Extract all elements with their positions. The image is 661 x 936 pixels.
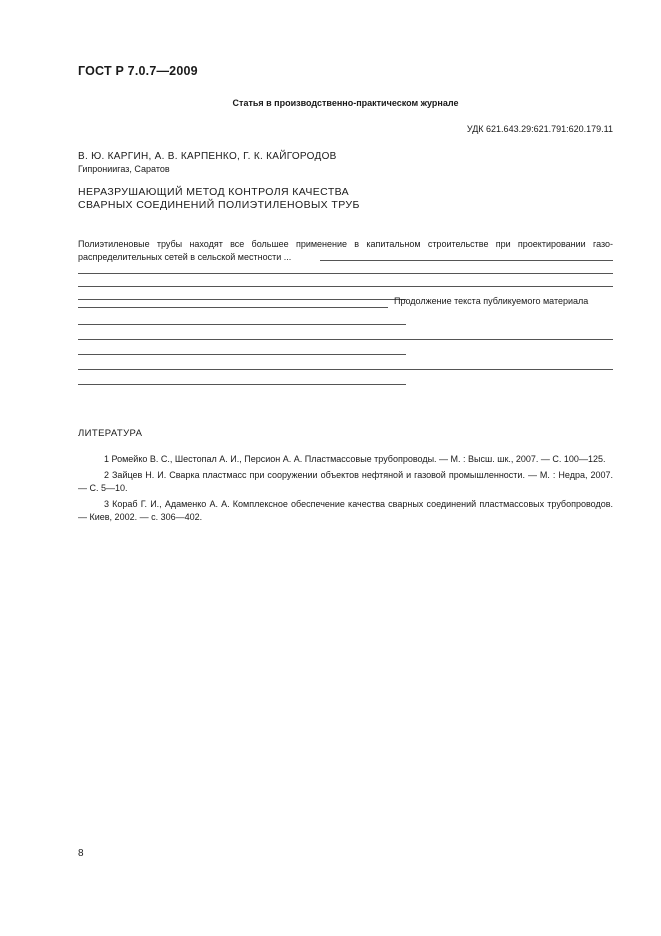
placeholder-line [78, 339, 613, 340]
standard-header: ГОСТ Р 7.0.7—2009 [78, 64, 198, 78]
placeholder-line [78, 273, 613, 274]
placeholder-line [78, 324, 406, 325]
placeholder-line [78, 369, 613, 370]
placeholder-line [78, 354, 406, 355]
placeholder-line [320, 260, 613, 261]
article-authors: В. Ю. КАРГИН, А. В. КАРПЕНКО, Г. К. КАЙГОРОДОВ [78, 151, 337, 162]
body-line-1: Полиэтиленовые трубы находят все большее применение в капитальном строительстве при проектировании газо- [78, 239, 613, 249]
article-title [78, 186, 360, 212]
article-title-line-1: НЕРАЗРУШАЮЩИЙ МЕТОД КОНТРОЛЯ КАЧЕСТВА [78, 186, 350, 198]
author-organization: Гипрониигаз, Саратов [78, 164, 170, 174]
reference-item: 1 Ромейко В. С., Шестопал А. И., Персион А. А. Пластмассовые трубопроводы. — М. : Высш. шк., 2007. — С. 100—125. [104, 454, 606, 464]
body-line-2: распределительных сетей в сельской местности ... [78, 252, 292, 262]
reference-item: 2 Зайцев Н. И. Сварка пластмасс при сооружении объектов нефтяной и газовой промышленности. — М. : Недра, 2007. — С. 5—10. [78, 470, 613, 493]
references-list [78, 453, 613, 527]
udc-code: УДК 621.643.29:621.791:620.179.11 [466, 124, 613, 134]
placeholder-line [78, 307, 388, 308]
references-heading: ЛИТЕРАТУРА [78, 428, 143, 439]
reference-item: 3 Кораб Г. И., Адаменко А. А. Комплексное обеспечение качества сварных соединений пластмассовых трубопроводов. — Киев, 2002. — с. 306—402. [78, 499, 613, 522]
section-title: Статья в производственно-практическом журнале [232, 98, 459, 108]
placeholder-line [78, 286, 613, 287]
article-title-line-2: СВАРНЫХ СОЕДИНЕНИЙ ПОЛИЭТИЛЕНОВЫХ ТРУБ [78, 199, 360, 211]
page-number: 8 [78, 848, 84, 859]
placeholder-line [78, 299, 406, 300]
placeholder-line [78, 384, 406, 385]
continuation-note: Продолжение текста публикуемого материала [394, 296, 589, 306]
